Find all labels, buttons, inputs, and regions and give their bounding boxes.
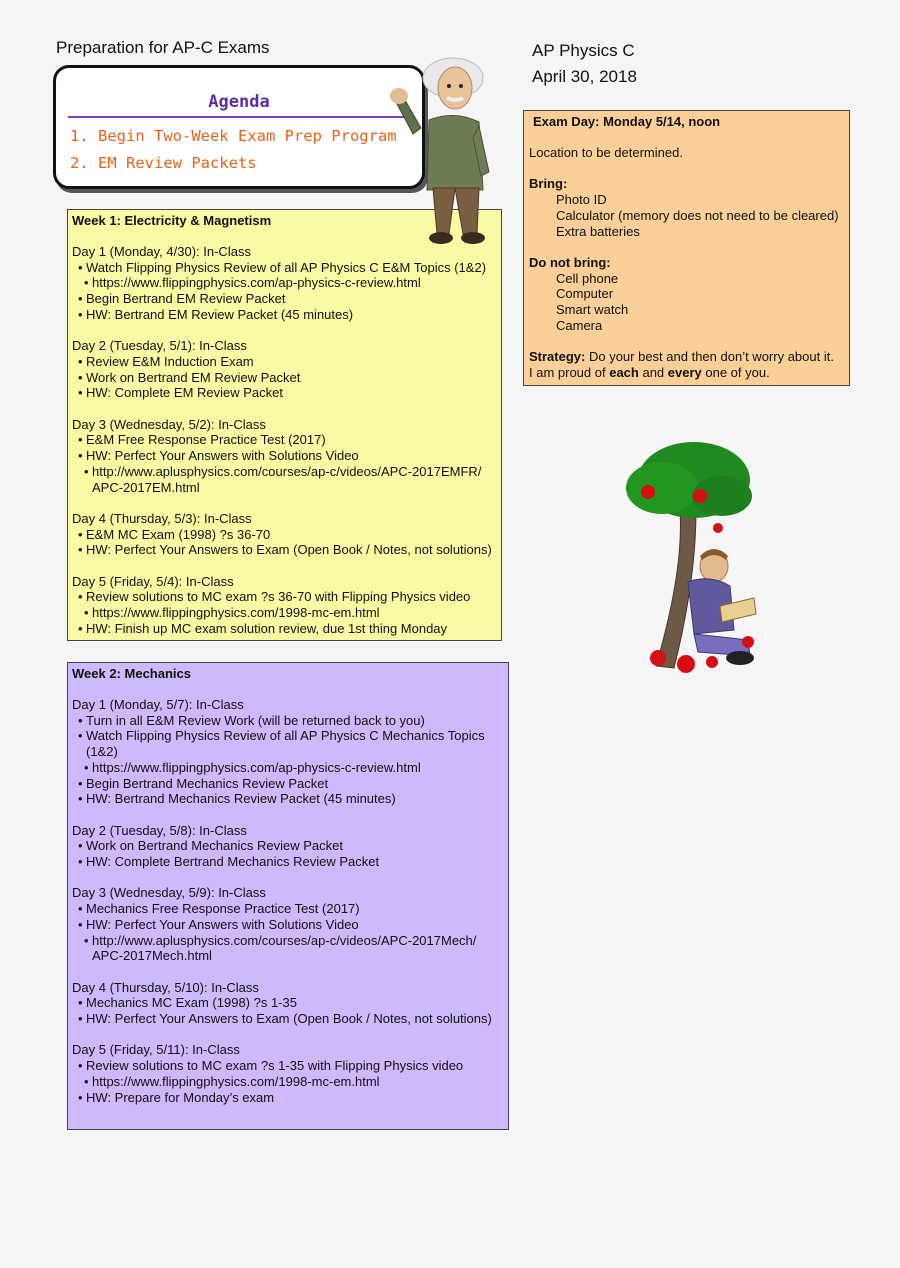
donot-item: Computer xyxy=(556,286,614,302)
donot-section xyxy=(529,255,847,334)
sub-bullet-item: • https://www.flippingphysics.com/ap-physics-c-review.html xyxy=(72,760,506,776)
bullet-item: • HW: Perfect Your Answers with Solutions Video xyxy=(72,448,499,464)
strategy-section xyxy=(529,349,847,380)
day-heading: Day 4 (Thursday, 5/3): In-Class xyxy=(72,510,252,526)
day-heading: Day 2 (Tuesday, 5/1): In-Class xyxy=(72,338,247,354)
bring-label: Bring: xyxy=(529,176,568,192)
bullet-item: • Review E&M Induction Exam xyxy=(72,354,499,370)
bullet-item: • HW: Complete Bertrand Mechanics Review Packet xyxy=(72,854,506,870)
proud-each: each xyxy=(609,364,639,380)
day-heading: Day 1 (Monday, 4/30): In-Class xyxy=(72,244,251,259)
lesson-date: April 30, 2018 xyxy=(532,67,637,86)
exam-day-title: Exam Day: Monday 5/14, noon xyxy=(533,114,721,129)
day-block xyxy=(72,823,506,870)
bullet-item: • Mechanics MC Exam (1998) ?s 1-35 xyxy=(72,995,506,1011)
agenda-item: 1. Begin Two-Week Exam Prep Program xyxy=(70,127,397,145)
bullet-item: • Begin Bertrand EM Review Packet xyxy=(72,291,499,307)
donot-item: Camera xyxy=(556,317,603,333)
bullet-item: • Turn in all E&M Review Work (will be returned back to you) xyxy=(72,713,506,729)
agenda-divider xyxy=(68,116,410,118)
bullet-item: • Watch Flipping Physics Review of all AP Physics C E&M Topics (1&2) xyxy=(72,260,499,276)
week2-days xyxy=(72,697,506,1121)
day-block xyxy=(72,980,506,1027)
strategy-label: Strategy: xyxy=(529,349,586,365)
page-title: Preparation for AP-C Exams xyxy=(56,38,270,57)
week1-days xyxy=(72,244,499,652)
day-heading: Day 4 (Thursday, 5/10): In-Class xyxy=(72,979,259,995)
agenda-callout xyxy=(53,65,425,189)
bullet-item: • HW: Complete EM Review Packet xyxy=(72,385,499,401)
day-heading: Day 2 (Tuesday, 5/8): In-Class xyxy=(72,822,247,838)
proud-pre: I am proud of xyxy=(529,364,610,380)
week1-box xyxy=(67,209,502,641)
course-date-block xyxy=(532,38,637,90)
bullet-item: • HW: Perfect Your Answers to Exam (Open Book / Notes, not solutions) xyxy=(72,542,499,558)
day-heading: Day 5 (Friday, 5/4): In-Class xyxy=(72,573,234,589)
course-name: AP Physics C xyxy=(532,41,635,60)
proud-and: and xyxy=(638,364,668,380)
week2-title: Week 2: Mechanics xyxy=(72,666,191,681)
day-heading: Day 3 (Wednesday, 5/2): In-Class xyxy=(72,416,266,432)
day-heading: Day 1 (Monday, 5/7): In-Class xyxy=(72,697,244,712)
agenda-item: 2. EM Review Packets xyxy=(70,154,257,172)
day-heading: Day 3 (Wednesday, 5/9): In-Class xyxy=(72,885,266,901)
agenda-list xyxy=(70,123,397,177)
bring-section xyxy=(529,176,847,239)
day-heading: Day 5 (Friday, 5/11): In-Class xyxy=(72,1042,240,1058)
bullet-item: • Mechanics Free Response Practice Test (2017) xyxy=(72,901,506,917)
bullet-item: • Review solutions to MC exam ?s 36-70 with Flipping Physics video xyxy=(72,589,499,605)
exam-day-box xyxy=(523,110,850,386)
bring-item: Calculator (memory does not need to be cleared) xyxy=(556,207,839,223)
exam-day-content xyxy=(529,145,847,396)
day-block xyxy=(72,244,499,323)
week1-title: Week 1: Electricity & Magnetism xyxy=(72,213,272,228)
day-block xyxy=(72,1042,506,1105)
newton-under-apple-tree-icon xyxy=(622,430,758,676)
bullet-item: • E&M MC Exam (1998) ?s 36-70 xyxy=(72,527,499,543)
donot-label: Do not bring: xyxy=(529,254,611,270)
bullet-item: • HW: Prepare for Monday’s exam xyxy=(72,1090,506,1106)
sub-bullet-item: • http://www.aplusphysics.com/courses/ap-c/videos/APC-2017Mech/ APC-2017Mech.html xyxy=(72,933,506,964)
bullet-item: • HW: Finish up MC exam solution review, due 1st thing Monday xyxy=(72,621,499,637)
day-block xyxy=(72,511,499,558)
bring-item: Extra batteries xyxy=(556,223,640,239)
day-block xyxy=(72,574,499,637)
bullet-item: • E&M Free Response Practice Test (2017) xyxy=(72,432,499,448)
bullet-item: • Begin Bertrand Mechanics Review Packet xyxy=(72,776,506,792)
proud-post: one of you. xyxy=(701,364,770,380)
bullet-item: • Review solutions to MC exam ?s 1-35 with Flipping Physics video xyxy=(72,1058,506,1074)
bullet-item: • Watch Flipping Physics Review of all AP Physics C Mechanics Topics (1&2) xyxy=(72,728,506,759)
day-block xyxy=(72,338,499,401)
bullet-item: • HW: Perfect Your Answers with Solutions Video xyxy=(72,917,506,933)
bullet-item: • HW: Perfect Your Answers to Exam (Open Book / Notes, not solutions) xyxy=(72,1011,506,1027)
proud-every: every xyxy=(667,364,702,380)
sub-bullet-item: • https://www.flippingphysics.com/1998-mc-em.html xyxy=(72,605,499,621)
agenda-title: Agenda xyxy=(208,92,270,112)
sub-bullet-item: • https://www.flippingphysics.com/1998-mc-em.html xyxy=(72,1074,506,1090)
bullet-item: • HW: Bertrand Mechanics Review Packet (45 minutes) xyxy=(72,791,506,807)
week2-box xyxy=(67,662,509,1130)
day-block xyxy=(72,885,506,964)
donot-item: Smart watch xyxy=(556,302,629,317)
bullet-item: • HW: Bertrand EM Review Packet (45 minutes) xyxy=(72,307,499,323)
bullet-item: • Work on Bertrand EM Review Packet xyxy=(72,370,499,386)
strategy-text: Do your best and then don’t worry about it. xyxy=(585,349,834,365)
bullet-item: • Work on Bertrand Mechanics Review Packet xyxy=(72,838,506,854)
donot-item: Cell phone xyxy=(556,270,619,286)
sub-bullet-item: • http://www.aplusphysics.com/courses/ap-c/videos/APC-2017EMFR/ APC-2017EM.html xyxy=(72,464,499,495)
day-block xyxy=(72,417,499,496)
sub-bullet-item: • https://www.flippingphysics.com/ap-physics-c-review.html xyxy=(72,275,499,291)
exam-location: Location to be determined. xyxy=(529,145,683,160)
bring-item: Photo ID xyxy=(556,192,607,208)
day-block xyxy=(72,697,506,807)
einstein-figure-icon xyxy=(385,42,500,248)
